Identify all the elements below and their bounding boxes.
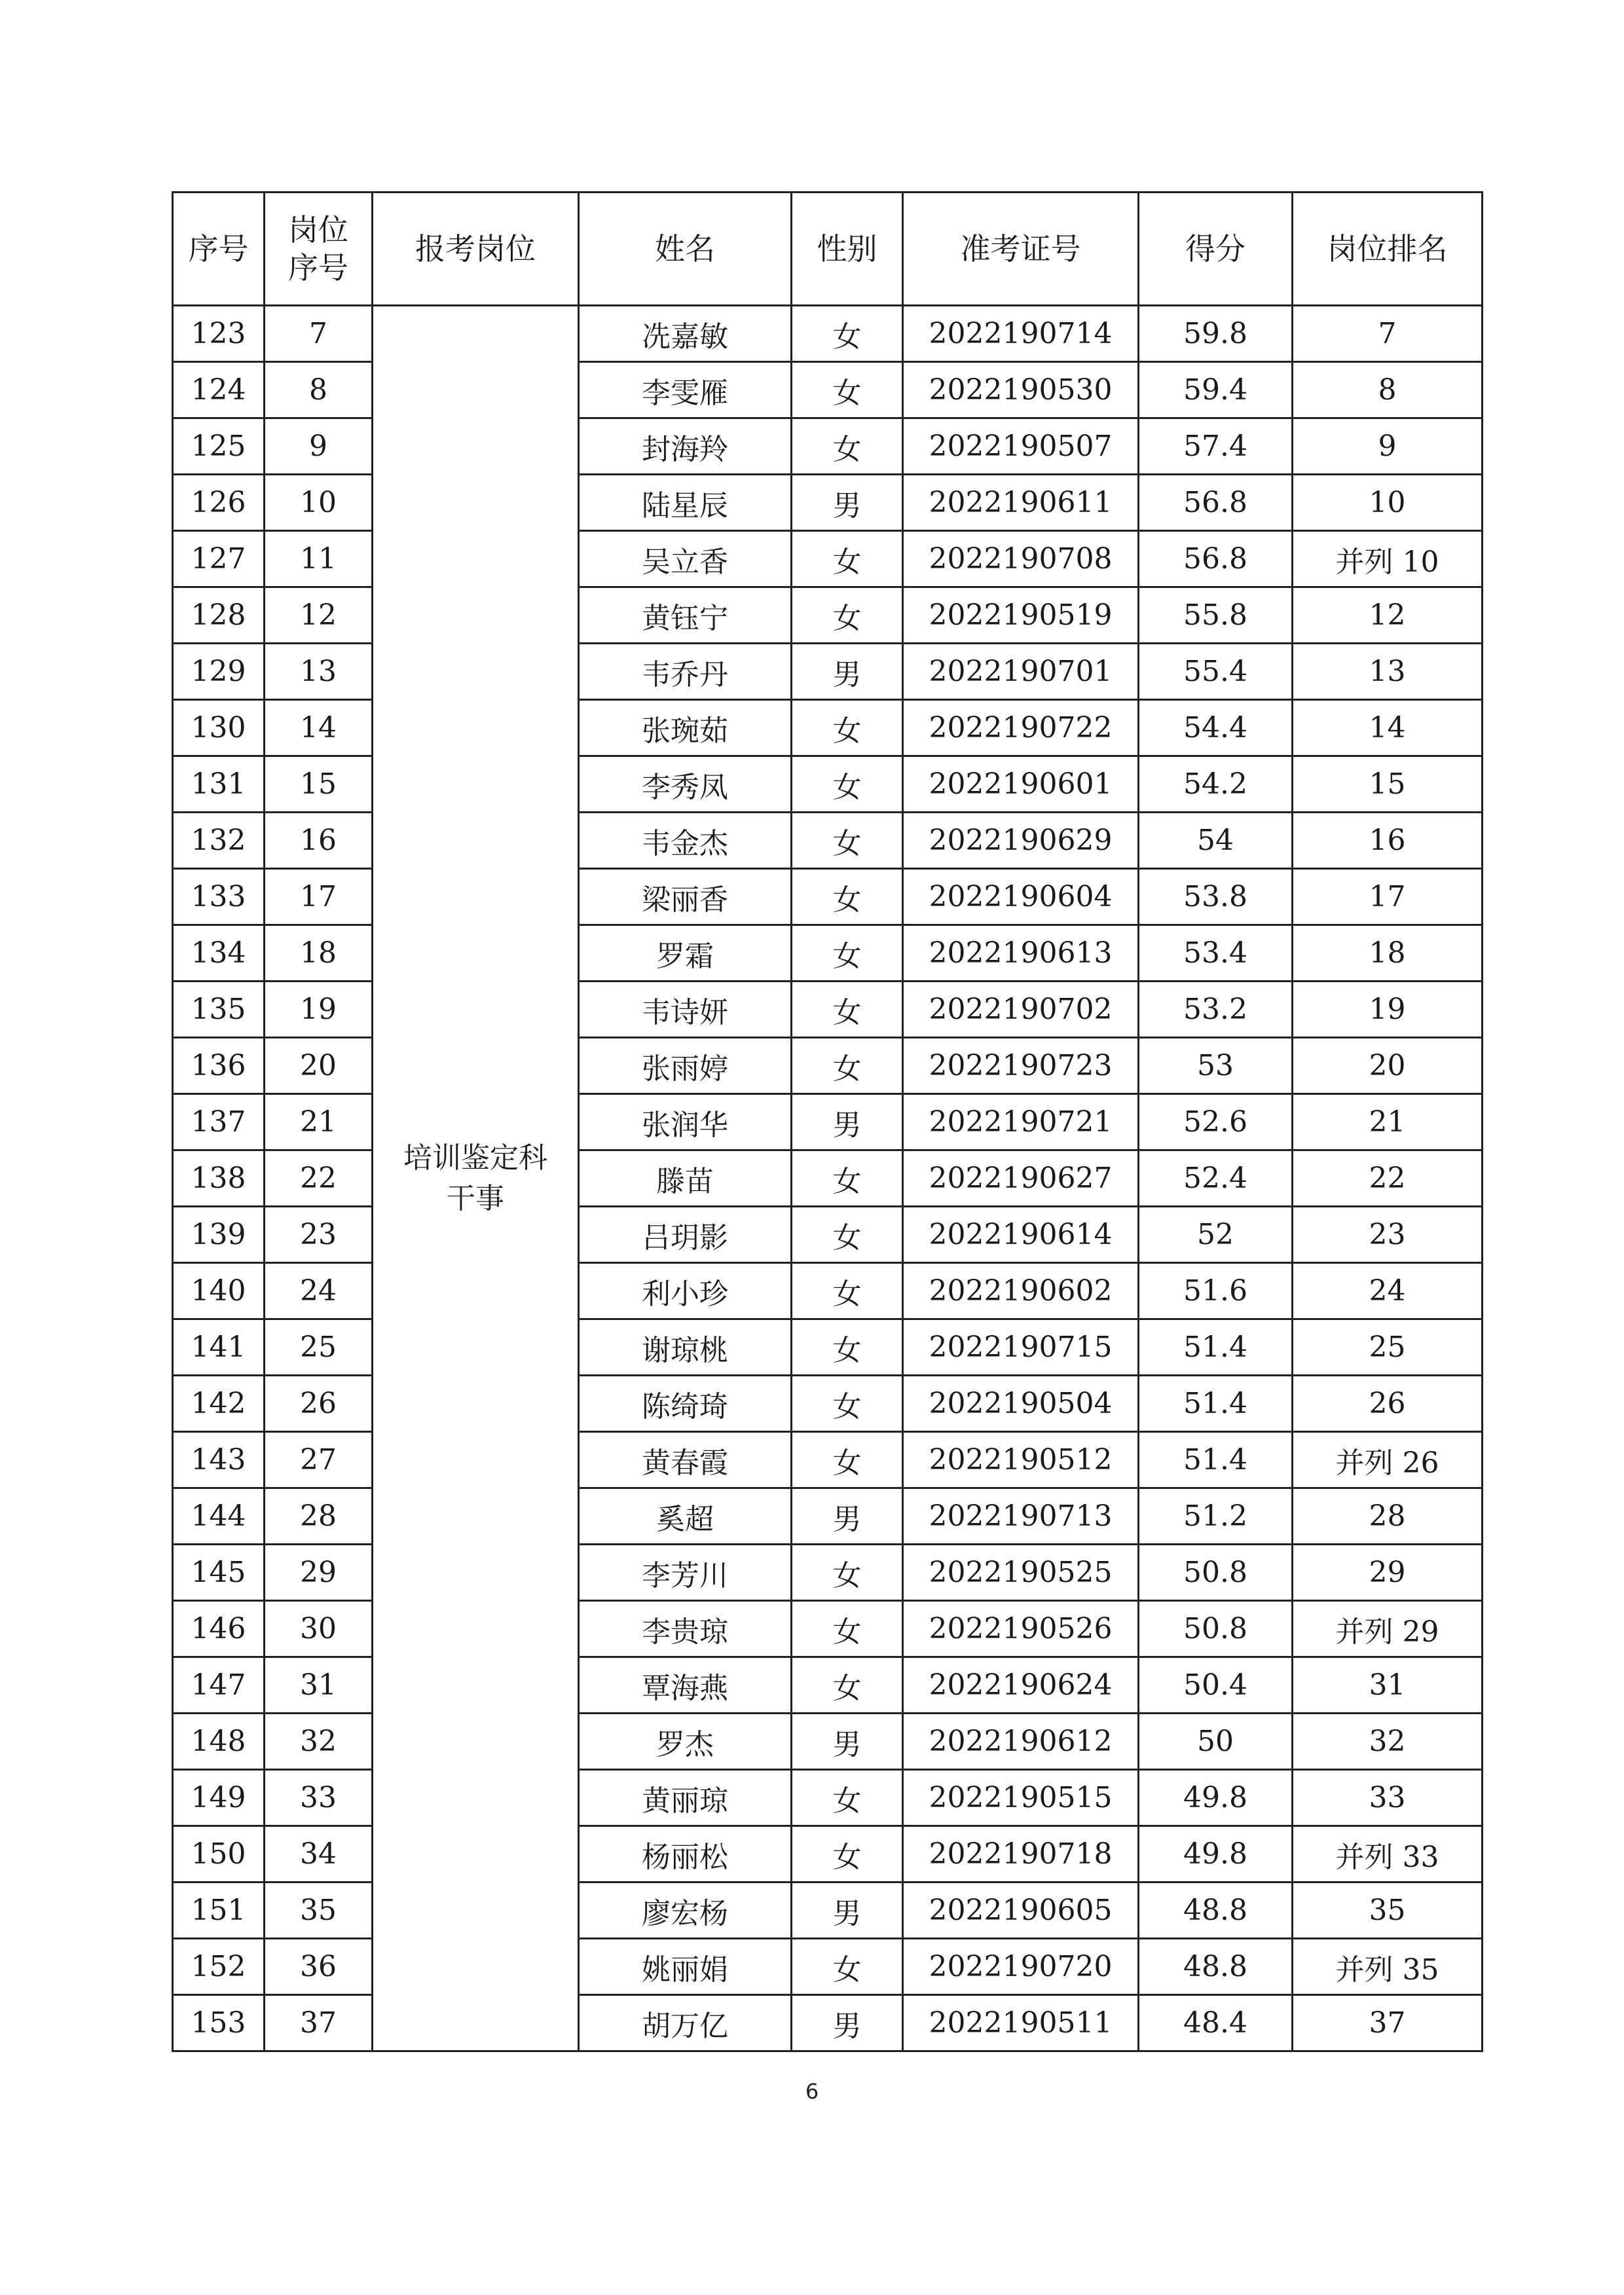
cell-name: 吴立香 bbox=[579, 531, 792, 587]
cell-ticket: 2022190519 bbox=[903, 587, 1139, 644]
header-score: 得分 bbox=[1139, 193, 1293, 306]
table-row bbox=[173, 475, 1483, 531]
cell-post-seq: 33 bbox=[265, 1770, 373, 1826]
cell-seq: 126 bbox=[173, 475, 265, 531]
cell-gender: 女 bbox=[792, 587, 903, 644]
cell-rank: 17 bbox=[1293, 869, 1483, 925]
cell-ticket: 2022190702 bbox=[903, 982, 1139, 1038]
cell-rank: 并列 35 bbox=[1293, 1939, 1483, 1995]
table-row bbox=[173, 1319, 1483, 1376]
cell-ticket: 2022190714 bbox=[903, 306, 1139, 362]
table-row bbox=[173, 925, 1483, 982]
cell-name: 张琬茹 bbox=[579, 700, 792, 756]
cell-rank: 20 bbox=[1293, 1038, 1483, 1094]
cell-seq: 129 bbox=[173, 644, 265, 700]
table-row bbox=[173, 1150, 1483, 1207]
table-body bbox=[173, 306, 1483, 2051]
cell-post-seq: 26 bbox=[265, 1376, 373, 1432]
cell-rank: 35 bbox=[1293, 1882, 1483, 1939]
cell-score: 51.2 bbox=[1139, 1488, 1293, 1545]
cell-seq: 141 bbox=[173, 1319, 265, 1376]
cell-name: 李芳川 bbox=[579, 1545, 792, 1601]
cell-score: 59.4 bbox=[1139, 362, 1293, 418]
table-row bbox=[173, 587, 1483, 644]
cell-post-seq: 9 bbox=[265, 418, 373, 475]
cell-gender: 女 bbox=[792, 306, 903, 362]
table-row bbox=[173, 1094, 1483, 1150]
cell-rank: 8 bbox=[1293, 362, 1483, 418]
cell-post-seq: 18 bbox=[265, 925, 373, 982]
cell-score: 56.8 bbox=[1139, 531, 1293, 587]
cell-ticket: 2022190612 bbox=[903, 1714, 1139, 1770]
table-row bbox=[173, 1939, 1483, 1995]
header-name: 姓名 bbox=[579, 193, 792, 306]
cell-score: 53.8 bbox=[1139, 869, 1293, 925]
cell-gender: 女 bbox=[792, 1038, 903, 1094]
cell-ticket: 2022190627 bbox=[903, 1150, 1139, 1207]
cell-rank: 26 bbox=[1293, 1376, 1483, 1432]
header-ticket: 准考证号 bbox=[903, 193, 1139, 306]
cell-rank: 并列 26 bbox=[1293, 1432, 1483, 1488]
cell-seq: 139 bbox=[173, 1207, 265, 1263]
cell-post-seq: 17 bbox=[265, 869, 373, 925]
cell-seq: 152 bbox=[173, 1939, 265, 1995]
cell-rank: 31 bbox=[1293, 1657, 1483, 1714]
cell-seq: 124 bbox=[173, 362, 265, 418]
cell-name: 罗杰 bbox=[579, 1714, 792, 1770]
table-row bbox=[173, 1714, 1483, 1770]
cell-rank: 21 bbox=[1293, 1094, 1483, 1150]
table-row bbox=[173, 1545, 1483, 1601]
cell-rank: 33 bbox=[1293, 1770, 1483, 1826]
cell-score: 55.4 bbox=[1139, 644, 1293, 700]
cell-ticket: 2022190525 bbox=[903, 1545, 1139, 1601]
table-row bbox=[173, 644, 1483, 700]
cell-seq: 130 bbox=[173, 700, 265, 756]
cell-name: 李贵琼 bbox=[579, 1601, 792, 1657]
cell-rank: 12 bbox=[1293, 587, 1483, 644]
cell-score: 54.4 bbox=[1139, 700, 1293, 756]
cell-gender: 男 bbox=[792, 475, 903, 531]
cell-gender: 男 bbox=[792, 1488, 903, 1545]
cell-post-seq: 29 bbox=[265, 1545, 373, 1601]
cell-gender: 女 bbox=[792, 1601, 903, 1657]
cell-ticket: 2022190601 bbox=[903, 756, 1139, 813]
results-table bbox=[172, 191, 1483, 2052]
cell-score: 50.8 bbox=[1139, 1601, 1293, 1657]
table-row bbox=[173, 1432, 1483, 1488]
cell-rank: 22 bbox=[1293, 1150, 1483, 1207]
cell-seq: 144 bbox=[173, 1488, 265, 1545]
table-row bbox=[173, 1826, 1483, 1882]
cell-post-seq: 32 bbox=[265, 1714, 373, 1770]
cell-gender: 男 bbox=[792, 644, 903, 700]
cell-score: 52.4 bbox=[1139, 1150, 1293, 1207]
cell-rank: 24 bbox=[1293, 1263, 1483, 1319]
cell-post-seq: 15 bbox=[265, 756, 373, 813]
cell-post-seq: 22 bbox=[265, 1150, 373, 1207]
cell-score: 54 bbox=[1139, 813, 1293, 869]
cell-score: 50.8 bbox=[1139, 1545, 1293, 1601]
cell-ticket: 2022190722 bbox=[903, 700, 1139, 756]
cell-ticket: 2022190602 bbox=[903, 1263, 1139, 1319]
cell-name: 黄春霞 bbox=[579, 1432, 792, 1488]
cell-name: 奚超 bbox=[579, 1488, 792, 1545]
cell-gender: 女 bbox=[792, 531, 903, 587]
cell-score: 52 bbox=[1139, 1207, 1293, 1263]
table-row bbox=[173, 982, 1483, 1038]
cell-name: 罗霜 bbox=[579, 925, 792, 982]
cell-name: 张润华 bbox=[579, 1094, 792, 1150]
cell-score: 51.6 bbox=[1139, 1263, 1293, 1319]
cell-ticket: 2022190713 bbox=[903, 1488, 1139, 1545]
cell-ticket: 2022190708 bbox=[903, 531, 1139, 587]
cell-ticket: 2022190721 bbox=[903, 1094, 1139, 1150]
cell-name: 利小珍 bbox=[579, 1263, 792, 1319]
cell-ticket: 2022190512 bbox=[903, 1432, 1139, 1488]
cell-seq: 136 bbox=[173, 1038, 265, 1094]
table-row bbox=[173, 1263, 1483, 1319]
cell-name: 杨丽松 bbox=[579, 1826, 792, 1882]
cell-score: 53.2 bbox=[1139, 982, 1293, 1038]
cell-post-seq: 34 bbox=[265, 1826, 373, 1882]
cell-seq: 133 bbox=[173, 869, 265, 925]
table-row bbox=[173, 1038, 1483, 1094]
cell-ticket: 2022190605 bbox=[903, 1882, 1139, 1939]
cell-rank: 25 bbox=[1293, 1319, 1483, 1376]
header-rank: 岗位排名 bbox=[1293, 193, 1483, 306]
cell-post-seq: 24 bbox=[265, 1263, 373, 1319]
cell-seq: 142 bbox=[173, 1376, 265, 1432]
table-row bbox=[173, 756, 1483, 813]
cell-score: 49.8 bbox=[1139, 1826, 1293, 1882]
cell-gender: 女 bbox=[792, 1319, 903, 1376]
cell-ticket: 2022190624 bbox=[903, 1657, 1139, 1714]
cell-gender: 女 bbox=[792, 869, 903, 925]
cell-score: 56.8 bbox=[1139, 475, 1293, 531]
cell-score: 59.8 bbox=[1139, 306, 1293, 362]
cell-seq: 138 bbox=[173, 1150, 265, 1207]
cell-rank: 并列 33 bbox=[1293, 1826, 1483, 1882]
cell-gender: 女 bbox=[792, 982, 903, 1038]
cell-name: 吕玥影 bbox=[579, 1207, 792, 1263]
cell-gender: 女 bbox=[792, 700, 903, 756]
header-post: 报考岗位 bbox=[373, 193, 579, 306]
cell-gender: 女 bbox=[792, 1657, 903, 1714]
cell-name: 韦诗妍 bbox=[579, 982, 792, 1038]
cell-gender: 女 bbox=[792, 1770, 903, 1826]
cell-post-seq: 12 bbox=[265, 587, 373, 644]
cell-ticket: 2022190715 bbox=[903, 1319, 1139, 1376]
cell-gender: 男 bbox=[792, 1882, 903, 1939]
cell-ticket: 2022190604 bbox=[903, 869, 1139, 925]
cell-seq: 135 bbox=[173, 982, 265, 1038]
cell-seq: 147 bbox=[173, 1657, 265, 1714]
cell-ticket: 2022190530 bbox=[903, 362, 1139, 418]
cell-name: 李雯雁 bbox=[579, 362, 792, 418]
cell-rank: 15 bbox=[1293, 756, 1483, 813]
cell-ticket: 2022190611 bbox=[903, 475, 1139, 531]
cell-name: 韦乔丹 bbox=[579, 644, 792, 700]
cell-ticket: 2022190507 bbox=[903, 418, 1139, 475]
cell-seq: 140 bbox=[173, 1263, 265, 1319]
table-row bbox=[173, 362, 1483, 418]
cell-rank: 并列 29 bbox=[1293, 1601, 1483, 1657]
header-gender: 性别 bbox=[792, 193, 903, 306]
cell-rank: 16 bbox=[1293, 813, 1483, 869]
cell-rank: 37 bbox=[1293, 1995, 1483, 2051]
cell-ticket: 2022190504 bbox=[903, 1376, 1139, 1432]
cell-score: 57.4 bbox=[1139, 418, 1293, 475]
cell-seq: 151 bbox=[173, 1882, 265, 1939]
cell-name: 覃海燕 bbox=[579, 1657, 792, 1714]
cell-seq: 150 bbox=[173, 1826, 265, 1882]
cell-post-seq: 19 bbox=[265, 982, 373, 1038]
cell-score: 51.4 bbox=[1139, 1432, 1293, 1488]
table-row bbox=[173, 1657, 1483, 1714]
cell-seq: 145 bbox=[173, 1545, 265, 1601]
cell-score: 53.4 bbox=[1139, 925, 1293, 982]
cell-post-seq: 21 bbox=[265, 1094, 373, 1150]
cell-seq: 131 bbox=[173, 756, 265, 813]
cell-gender: 女 bbox=[792, 1376, 903, 1432]
cell-post-seq: 30 bbox=[265, 1601, 373, 1657]
table-row bbox=[173, 1995, 1483, 2051]
cell-post-seq: 11 bbox=[265, 531, 373, 587]
cell-post-seq: 27 bbox=[265, 1432, 373, 1488]
cell-rank: 32 bbox=[1293, 1714, 1483, 1770]
table-row bbox=[173, 418, 1483, 475]
cell-score: 48.8 bbox=[1139, 1882, 1293, 1939]
cell-score: 52.6 bbox=[1139, 1094, 1293, 1150]
cell-gender: 女 bbox=[792, 1263, 903, 1319]
cell-rank: 9 bbox=[1293, 418, 1483, 475]
cell-seq: 127 bbox=[173, 531, 265, 587]
cell-ticket: 2022190526 bbox=[903, 1601, 1139, 1657]
cell-score: 53 bbox=[1139, 1038, 1293, 1094]
cell-post-seq: 31 bbox=[265, 1657, 373, 1714]
cell-post-seq: 10 bbox=[265, 475, 373, 531]
cell-rank: 19 bbox=[1293, 982, 1483, 1038]
cell-name: 陆星辰 bbox=[579, 475, 792, 531]
cell-gender: 女 bbox=[792, 1150, 903, 1207]
table-row bbox=[173, 1882, 1483, 1939]
cell-name: 李秀凤 bbox=[579, 756, 792, 813]
cell-name: 黄丽琼 bbox=[579, 1770, 792, 1826]
table-row bbox=[173, 700, 1483, 756]
cell-ticket: 2022190511 bbox=[903, 1995, 1139, 2051]
cell-gender: 女 bbox=[792, 1826, 903, 1882]
cell-gender: 女 bbox=[792, 1207, 903, 1263]
cell-score: 48.4 bbox=[1139, 1995, 1293, 2051]
table-row bbox=[173, 1376, 1483, 1432]
page-number: 6 bbox=[805, 2079, 819, 2104]
cell-seq: 128 bbox=[173, 587, 265, 644]
table-row bbox=[173, 869, 1483, 925]
cell-score: 48.8 bbox=[1139, 1939, 1293, 1995]
cell-rank: 23 bbox=[1293, 1207, 1483, 1263]
cell-gender: 男 bbox=[792, 1714, 903, 1770]
cell-gender: 女 bbox=[792, 756, 903, 813]
cell-rank: 28 bbox=[1293, 1488, 1483, 1545]
cell-post-seq: 14 bbox=[265, 700, 373, 756]
cell-name: 胡万亿 bbox=[579, 1995, 792, 2051]
cell-post-seq: 20 bbox=[265, 1038, 373, 1094]
cell-ticket: 2022190718 bbox=[903, 1826, 1139, 1882]
cell-seq: 123 bbox=[173, 306, 265, 362]
cell-name: 封海羚 bbox=[579, 418, 792, 475]
cell-post-seq: 13 bbox=[265, 644, 373, 700]
table-row bbox=[173, 306, 1483, 362]
cell-post-seq: 23 bbox=[265, 1207, 373, 1263]
cell-post-seq: 36 bbox=[265, 1939, 373, 1995]
table-row bbox=[173, 1207, 1483, 1263]
cell-post-seq: 8 bbox=[265, 362, 373, 418]
cell-ticket: 2022190701 bbox=[903, 644, 1139, 700]
cell-name: 陈绮琦 bbox=[579, 1376, 792, 1432]
cell-seq: 134 bbox=[173, 925, 265, 982]
cell-gender: 女 bbox=[792, 925, 903, 982]
cell-seq: 137 bbox=[173, 1094, 265, 1150]
cell-post-seq: 7 bbox=[265, 306, 373, 362]
cell-post-seq: 16 bbox=[265, 813, 373, 869]
cell-post: 培训鉴定科 干事 bbox=[373, 306, 579, 2051]
table-row bbox=[173, 531, 1483, 587]
cell-seq: 132 bbox=[173, 813, 265, 869]
table-row bbox=[173, 1488, 1483, 1545]
cell-score: 51.4 bbox=[1139, 1376, 1293, 1432]
cell-score: 49.8 bbox=[1139, 1770, 1293, 1826]
cell-ticket: 2022190613 bbox=[903, 925, 1139, 982]
cell-ticket: 2022190614 bbox=[903, 1207, 1139, 1263]
table-row bbox=[173, 813, 1483, 869]
cell-rank: 10 bbox=[1293, 475, 1483, 531]
cell-gender: 女 bbox=[792, 813, 903, 869]
cell-name: 姚丽娟 bbox=[579, 1939, 792, 1995]
cell-seq: 148 bbox=[173, 1714, 265, 1770]
cell-score: 54.2 bbox=[1139, 756, 1293, 813]
cell-gender: 女 bbox=[792, 1432, 903, 1488]
cell-ticket: 2022190723 bbox=[903, 1038, 1139, 1094]
cell-seq: 146 bbox=[173, 1601, 265, 1657]
cell-name: 滕苗 bbox=[579, 1150, 792, 1207]
cell-seq: 149 bbox=[173, 1770, 265, 1826]
cell-name: 冼嘉敏 bbox=[579, 306, 792, 362]
cell-post-seq: 25 bbox=[265, 1319, 373, 1376]
cell-gender: 男 bbox=[792, 1995, 903, 2051]
cell-score: 55.8 bbox=[1139, 587, 1293, 644]
cell-rank: 18 bbox=[1293, 925, 1483, 982]
cell-name: 张雨婷 bbox=[579, 1038, 792, 1094]
table-header-row bbox=[173, 193, 1483, 306]
cell-score: 51.4 bbox=[1139, 1319, 1293, 1376]
cell-rank: 14 bbox=[1293, 700, 1483, 756]
cell-gender: 女 bbox=[792, 1545, 903, 1601]
cell-seq: 153 bbox=[173, 1995, 265, 2051]
cell-seq: 143 bbox=[173, 1432, 265, 1488]
header-post-seq: 岗位 序号 bbox=[265, 193, 373, 306]
cell-rank: 13 bbox=[1293, 644, 1483, 700]
cell-gender: 女 bbox=[792, 418, 903, 475]
cell-rank: 7 bbox=[1293, 306, 1483, 362]
cell-name: 韦金杰 bbox=[579, 813, 792, 869]
cell-gender: 男 bbox=[792, 1094, 903, 1150]
cell-post-seq: 35 bbox=[265, 1882, 373, 1939]
header-seq: 序号 bbox=[173, 193, 265, 306]
cell-ticket: 2022190720 bbox=[903, 1939, 1139, 1995]
cell-gender: 女 bbox=[792, 1939, 903, 1995]
cell-name: 梁丽香 bbox=[579, 869, 792, 925]
cell-rank: 29 bbox=[1293, 1545, 1483, 1601]
cell-ticket: 2022190515 bbox=[903, 1770, 1139, 1826]
table-row bbox=[173, 1770, 1483, 1826]
cell-name: 廖宏杨 bbox=[579, 1882, 792, 1939]
table-row bbox=[173, 1601, 1483, 1657]
cell-name: 谢琼桃 bbox=[579, 1319, 792, 1376]
cell-name: 黄钰宁 bbox=[579, 587, 792, 644]
cell-post-seq: 28 bbox=[265, 1488, 373, 1545]
cell-gender: 女 bbox=[792, 362, 903, 418]
cell-rank: 并列 10 bbox=[1293, 531, 1483, 587]
cell-post-seq: 37 bbox=[265, 1995, 373, 2051]
cell-ticket: 2022190629 bbox=[903, 813, 1139, 869]
cell-score: 50.4 bbox=[1139, 1657, 1293, 1714]
cell-score: 50 bbox=[1139, 1714, 1293, 1770]
cell-seq: 125 bbox=[173, 418, 265, 475]
